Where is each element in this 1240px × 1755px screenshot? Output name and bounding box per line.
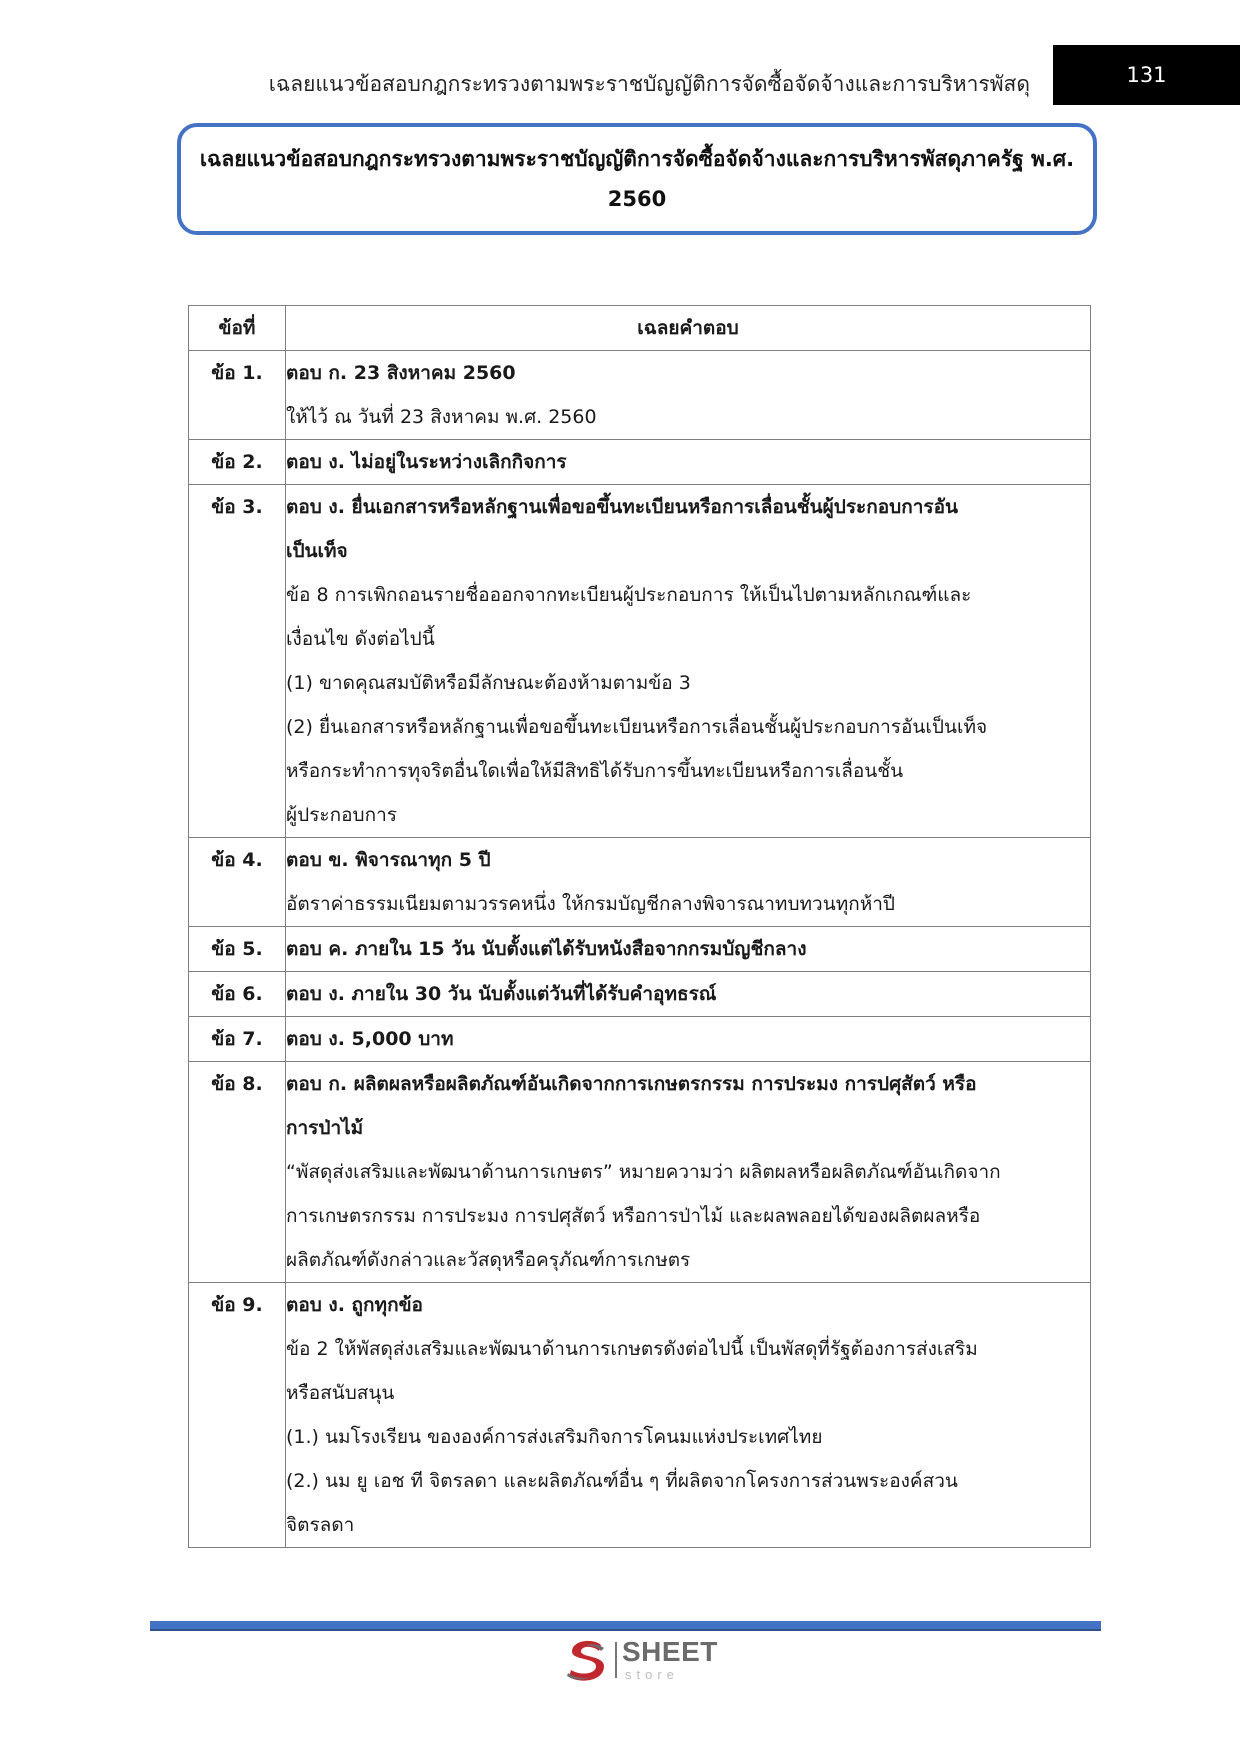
column-header-number: ข้อที่	[189, 306, 286, 351]
answer-cell	[286, 1062, 1091, 1283]
question-number-text: ข้อ 5.	[211, 938, 263, 960]
question-number	[189, 838, 286, 927]
answer-explanation-text: ผู้ประกอบการ	[286, 804, 397, 826]
answer-key-table	[188, 305, 1091, 1548]
answer-choice-text: ตอบ ข. พิจารณาทุก 5 ปี	[286, 849, 491, 871]
answer-explanation-text: “พัสดุส่งเสริมและพัฒนาด้านการเกษตร” หมายความว่า ผลิตผลหรือผลิตภัณฑ์อันเกิดจาก	[286, 1161, 1001, 1183]
question-number-text: ข้อ 4.	[211, 849, 263, 871]
answer-rows	[189, 351, 1091, 1548]
answer-choice-text: การป่าไม้	[286, 1117, 364, 1139]
question-number	[189, 351, 286, 440]
answer-choice-text: ตอบ ง. ยื่นเอกสารหรือหลักฐานเพื่อขอขึ้นทะเบียนหรือการเลื่อนชั้นผู้ประกอบการอัน	[286, 496, 958, 518]
answer-choice-text: ตอบ ค. ภายใน 15 วัน นับตั้งแต่ได้รับหนังสือจากกรมบัญชีกลาง	[286, 938, 807, 960]
answer-choice-text: ตอบ ก. ผลิตผลหรือผลิตภัณฑ์อันเกิดจากการเกษตรกรรม การประมง การปศุสัตว์ หรือ	[286, 1073, 977, 1095]
question-number	[189, 440, 286, 485]
question-number	[189, 927, 286, 972]
question-number-text: ข้อ 3.	[211, 496, 263, 518]
question-number-text: ข้อ 6.	[211, 983, 263, 1005]
answer-explanation-text: (1) ขาดคุณสมบัติหรือมีลักษณะต้องห้ามตามข้อ 3	[286, 672, 691, 694]
answer-explanation-text: ให้ไว้ ณ วันที่ 23 สิงหาคม พ.ศ. 2560	[286, 406, 597, 428]
table-row	[189, 927, 1091, 972]
answer-choice-text: ตอบ ง. ภายใน 30 วัน นับตั้งแต่วันที่ได้รับคำอุทธรณ์	[286, 983, 717, 1005]
table-row	[189, 838, 1091, 927]
answer-cell	[286, 1283, 1091, 1548]
question-number-text: ข้อ 9.	[211, 1294, 263, 1316]
question-number	[189, 1062, 286, 1283]
answer-explanation-text: เงื่อนไข ดังต่อไปนี้	[286, 628, 435, 650]
answer-explanation-text: (2) ยื่นเอกสารหรือหลักฐานเพื่อขอขึ้นทะเบียนหรือการเลื่อนชั้นผู้ประกอบการอันเป็นเท็จ	[286, 716, 988, 738]
column-header-answer: เฉลยคำตอบ	[286, 306, 1091, 351]
logo-divider	[615, 1642, 617, 1678]
answer-explanation-text: จิตรลดา	[286, 1514, 355, 1536]
page-number-badge	[1053, 45, 1240, 105]
question-number-text: ข้อ 1.	[211, 362, 263, 384]
answer-choice-text: ตอบ ง. 5,000 บาท	[286, 1028, 454, 1050]
document-title-line-2: 2560	[607, 187, 667, 211]
answer-cell	[286, 1017, 1091, 1062]
question-number	[189, 1017, 286, 1062]
answer-choice-text: ตอบ ง. ถูกทุกข้อ	[286, 1294, 423, 1316]
answer-cell	[286, 351, 1091, 440]
answer-explanation-text: (1.) นมโรงเรียน ขององค์การส่งเสริมกิจการโคนมแห่งประเทศไทย	[286, 1426, 823, 1448]
question-number	[189, 485, 286, 838]
answer-cell	[286, 927, 1091, 972]
answer-cell	[286, 972, 1091, 1017]
logo-wordmark: SHEET	[622, 1636, 718, 1667]
question-number	[189, 1283, 286, 1548]
answer-explanation-text: ข้อ 2 ให้พัสดุส่งเสริมและพัฒนาด้านการเกษตรดังต่อไปนี้ เป็นพัสดุที่รัฐต้องการส่งเสริม	[286, 1338, 978, 1360]
question-number	[189, 972, 286, 1017]
answer-explanation-text: การเกษตรกรรม การประมง การปศุสัตว์ หรือการป่าไม้ และผลพลอยได้ของผลิตผลหรือ	[286, 1205, 981, 1227]
answer-explanation-text: หรือกระทำการทุจริตอื่นใดเพื่อให้มีสิทธิได้รับการขึ้นทะเบียนหรือการเลื่อนชั้น	[286, 760, 904, 782]
sheet-store-logo	[563, 1636, 723, 1686]
table-row	[189, 440, 1091, 485]
table-row	[189, 1017, 1091, 1062]
question-number-text: ข้อ 8.	[211, 1073, 263, 1095]
answer-choice-text: ตอบ ก. 23 สิงหาคม 2560	[286, 362, 516, 384]
answer-cell	[286, 440, 1091, 485]
answer-explanation-text: ผลิตภัณฑ์ดังกล่าวและวัสดุหรือครุภัณฑ์การเกษตร	[286, 1249, 691, 1271]
answer-cell	[286, 485, 1091, 838]
document-title-line-1: เฉลยแนวข้อสอบกฎกระทรวงตามพระราชบัญญัติการจัดซื้อจัดจ้างและการบริหารพัสดุภาครัฐ พ.ศ.	[199, 147, 1075, 171]
question-number-text: ข้อ 7.	[211, 1028, 263, 1050]
document-title-box	[177, 123, 1097, 235]
table-row	[189, 1283, 1091, 1548]
answer-choice-text: เป็นเท็จ	[286, 540, 348, 562]
footer-rule	[150, 1621, 1101, 1631]
answer-explanation-text: (2.) นม ยู เอช ที จิตรลดา และผลิตภัณฑ์อื่น ๆ ที่ผลิตจากโครงการส่วนพระองค์สวน	[286, 1470, 958, 1492]
page-number: 131	[1126, 63, 1167, 87]
sheet-store-logo-icon	[563, 1636, 611, 1684]
answer-choice-text: ตอบ ง. ไม่อยู่ในระหว่างเลิกกิจการ	[286, 451, 567, 473]
answer-explanation-text: อัตราค่าธรรมเนียมตามวรรคหนึ่ง ให้กรมบัญชีกลางพิจารณาทบทวนทุกห้าปี	[286, 893, 895, 915]
table-row	[189, 972, 1091, 1017]
table-header-row	[189, 306, 1091, 351]
answer-explanation-text: หรือสนับสนุน	[286, 1382, 395, 1404]
answer-explanation-text: ข้อ 8 การเพิกถอนรายชื่อออกจากทะเบียนผู้ประกอบการ ให้เป็นไปตามหลักเกณฑ์และ	[286, 584, 972, 606]
table-row	[189, 351, 1091, 440]
logo-subtitle: store	[625, 1667, 679, 1682]
table-row	[189, 1062, 1091, 1283]
running-header-title: เฉลยแนวข้อสอบกฎกระทรวงตามพระราชบัญญัติการจัดซื้อจัดจ้างและการบริหารพัสดุ	[268, 72, 1030, 96]
table-row	[189, 485, 1091, 838]
question-number-text: ข้อ 2.	[211, 451, 263, 473]
answer-cell	[286, 838, 1091, 927]
